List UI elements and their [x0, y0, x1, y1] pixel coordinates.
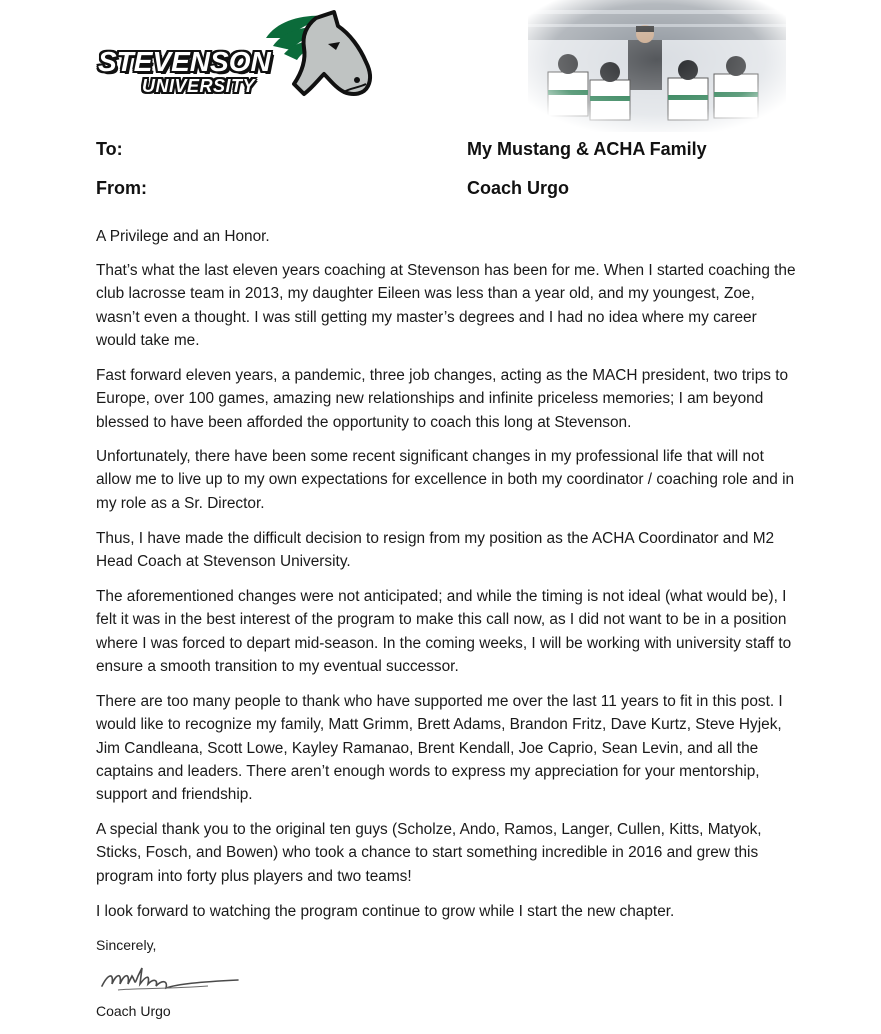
letter-paragraph-8: [96, 900, 796, 923]
paragraph-text: I look forward to watching the program continue to grow while I start the new chapter.: [96, 903, 675, 920]
paragraph-text: A special thank you to the original ten guys (Scholze, Ando, Ramos, Langer, Cullen, Kitts, Matyok, Sticks, Fosch, and Bowen) who took a chance to start something incredible in 2016 and grew this program into forty plus players and two teams!: [96, 821, 762, 885]
closing: [96, 934, 796, 957]
paragraph-text: There are too many people to thank who have supported me over the last 11 years to fit in this post. I would like to recognize my family, Matt Grimm, Brett Adams, Brandon Fritz, Dave Kurtz, Steve Hyjek, Jim Candleana, Scott Lowe, Kayley Ramanao, Brent Kendall, Joe Caprio, Sean Levin, and all the captains and leaders. There aren’t enough words to express my appreciation for your mentorship, support and friendship.: [96, 693, 783, 804]
team-bench-photo: [528, 0, 786, 132]
paragraph-text: The aforementioned changes were not anticipated; and while the timing is not ideal (what would be), I felt it was in the best interest of the program to make this call now, as I did not want to be in a position where I was forced to depart mid-season. In the coming weeks, I will be working with university staff to ensure a smooth transition to my eventual successor.: [96, 588, 792, 675]
letter-paragraph-3: [96, 445, 796, 515]
closing-text: Sincerely,: [96, 937, 157, 953]
letter-paragraph-7: [96, 818, 796, 888]
signer-name: Coach Urgo: [96, 1003, 171, 1019]
handwritten-signature: [98, 962, 240, 998]
stevenson-university-logo: [98, 8, 378, 100]
letter-paragraph-5: [96, 585, 796, 678]
paragraph-text: Fast forward eleven years, a pandemic, three job changes, acting as the MACH president, two trips to Europe, over 100 games, amazing new relationships and infinite priceless memories; I am beyond blessed to have been afforded the opportunity to coach this long at Stevenson.: [96, 367, 789, 431]
logo-text-university: UNIVERSITY: [142, 76, 256, 96]
logo-text-stevenson: STEVENSON: [98, 46, 271, 77]
to-value: My Mustang & ACHA Family: [467, 139, 707, 159]
letter-paragraph-6: [96, 690, 796, 806]
letter-paragraph-1: [96, 259, 796, 352]
signer-name-block: [96, 1000, 796, 1023]
paragraph-text: That’s what the last eleven years coaching at Stevenson has been for me. When I started coaching the club lacrosse team in 2013, my daughter Eileen was less than a year old, and my youngest, Zoe, wasn’t even a thought. I was still getting my master’s degrees and I had no idea where my career would take me.: [96, 262, 796, 349]
from-value: Coach Urgo: [467, 178, 570, 198]
paragraph-text: Thus, I have made the difficult decision to resign from my position as the ACHA Coordinator and M2 Head Coach at Stevenson University.: [96, 530, 775, 571]
letter-opening: [96, 225, 796, 248]
opening-line: A Privilege and an Honor.: [96, 228, 270, 245]
letter-paragraph-4: [96, 527, 796, 574]
letter-paragraph-2: [96, 364, 796, 434]
from-label: From:: [96, 178, 147, 198]
paragraph-text: Unfortunately, there have been some recent significant changes in my professional life that will not allow me to live up to my own expectations for excellence in both my coordinator / coaching role and in my role as a Sr. Director.: [96, 448, 795, 512]
to-label: To:: [96, 139, 123, 159]
